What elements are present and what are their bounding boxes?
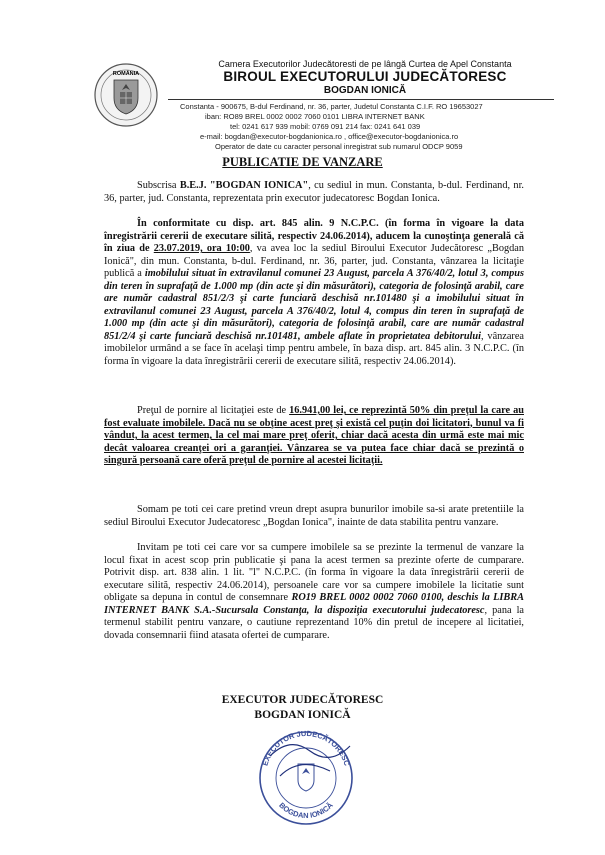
bank-account: RO19 BREL 0002 0002 7060 0100, deschis la LIBRA INTERNET BANK S.A.-Sucursala Constanţa, la dispoziţia executorului judecatoresc <box>104 592 524 616</box>
office-name: BOGDAN IONICĂ <box>323 85 407 96</box>
stamp-text-bottom: BOGDAN IONICĂ <box>277 800 335 821</box>
text: Preţul de pornire al licitaţiei este de <box>137 405 290 416</box>
property-description: imobilului situat în extravilanul comunei 23 August, parcela A 376/40/2, lotul 3, compus din teren în suprafaţă de 1.000 mp (din acte şi din măsurători), categoria de folosinţă arabil, care are număr cadastral 851/2/3 şi carte funciară deschisă nr.101480 şi a imobilului situat în extravilanul comunei 23 August, parcela A 376/40/2, lotul 4, compus din teren în suprafaţă de 1.000 mp (din acte şi din măsurători), categoria de folosinţă arabil, care are număr cadastral 851/2/4 şi carte funciară deschisă nr.101481, ambele aflate în proprietatea debitorului <box>104 268 524 342</box>
text: Subscrisa <box>137 180 180 191</box>
paragraph-summons <box>104 504 524 529</box>
text: , vânzarea imobilelor urmând a se face în acelaşi timp pentru ambele, în baza disp. art. 845 alin. 3 N.C.P.C. (în forma în vigoare la data înregistrării cererii de executare silită, respectiv 24.06.2014). <box>104 330 525 367</box>
paragraph-invitation <box>104 542 524 642</box>
auction-date: 23.07.2019, ora 10:00 <box>153 243 250 254</box>
text: , cu sediul in mun. Constanta, b-dul. Ferdinand, nr. 36, parter, jud. Constanta, reprezentata prin executor judecatoresc Bogdan Ionica. <box>104 180 525 204</box>
contact-iban: iban: RO89 BREL 0002 0002 7060 0101 LIBRA INTERNET BANK <box>205 112 425 121</box>
signature-title: EXECUTOR JUDECĂTORESC <box>221 694 384 706</box>
coat-of-arms-logo <box>92 62 160 128</box>
paragraph-intro <box>104 180 524 205</box>
starting-price-terms: 16.941,00 lei, ce reprezintă 50% din preţul la care au fost evaluate imobilele. Dacă nu se obţine acest preţ şi există cel puţin doi licitatori, bunul va fi vândut, la acest termen, la cel mai mare preţ oferit, chiar dacă acesta din urmă este mai mic decât valoarea creanţei ori a garanţiei. Vânzarea se va putea face chiar dacă se prezintă o singură persoană care oferă preţul de pornire al acestei licitaţii. <box>104 405 524 466</box>
text: , va avea loc la sediul Biroului Executor Judecătoresc „Bogdan Ionică", din mun. Constanta, b-dul. Ferdinand, nr. 36, parter, jud. Constanta, vânzarea la licitaţie publică a <box>104 243 525 279</box>
document-title: PUBLICATIE DE VANZARE <box>222 155 383 169</box>
chamber-line: Camera Executorilor Judecătoresti de pe lângă Curtea de Apel Constanta <box>218 59 512 69</box>
contact-operator: Operator de date cu caracter personal inregistrat sub numarul ODCP 9059 <box>215 142 463 151</box>
contact-phones: tel: 0241 617 939 mobil: 0769 091 214 fax: 0241 641 039 <box>230 122 421 131</box>
contact-email: e-mail: bogdan@executor-bogdanionica.ro , office@executor-bogdanionica.ro <box>200 132 459 141</box>
logo-text: ROMÂNIA <box>112 71 140 77</box>
office-bold-name: B.E.J. "BOGDAN IONICA" <box>179 180 309 191</box>
header-divider <box>168 99 554 100</box>
bailiff-stamp <box>240 716 372 836</box>
paragraph-starting-price <box>104 405 524 468</box>
text: Somam pe toti cei care pretind vreun drept asupra bunurilor imobile sa-si arate pretentiile la sediul Biroului Executor Judecatoresc „Bogdan Ionica", inainte de data stabilita pentru vanzare. <box>104 504 524 528</box>
text: Invitam pe toti cei care vor sa cumpere imobilele sa se prezinte la termenul de vanzare la locul fixat in acest scop prin publicatie şi pana la acest termen sa prezinte oferte de cumparare. Potrivit disp. art. 838 alin. 1 lit. "l" N.C.P.C. (în forma în vigoare la data înregistrării cererii de executare silită, respectiv 24.06.2014), persoanele care vor sa cumpere imobilele la licitatie sunt obligate sa depuna in contul de consemnare <box>104 542 524 603</box>
stamp-text-top: EXECUTOR JUDECĂTORESC <box>260 728 352 767</box>
office-title: BIROUL EXECUTORULUI JUDECĂTORESC <box>223 69 507 84</box>
signature-name: BOGDAN IONICĂ <box>254 709 351 721</box>
text: , pana la termenul stabilit pentru vanzare, o cautiune reprezentand 10% din pretul de incepere al licitatiei, dovada consemnarii fiind atasata ofertei de cumparare. <box>104 604 525 641</box>
contact-address: Constanta - 900675, B-dul Ferdinand, nr. 36, parter, Judetul Constanta C.I.F. RO 19653027 <box>180 102 483 111</box>
legal-basis-text: În conformitate cu disp. art. 845 alin. 9 N.C.P.C. (în forma în vigoare la data înregistrării cererii de executare silită, respectiv 24.06.2014), aducem la cunoştinţa generală că în ziua de <box>104 218 524 254</box>
paragraph-auction-notice <box>104 218 524 368</box>
